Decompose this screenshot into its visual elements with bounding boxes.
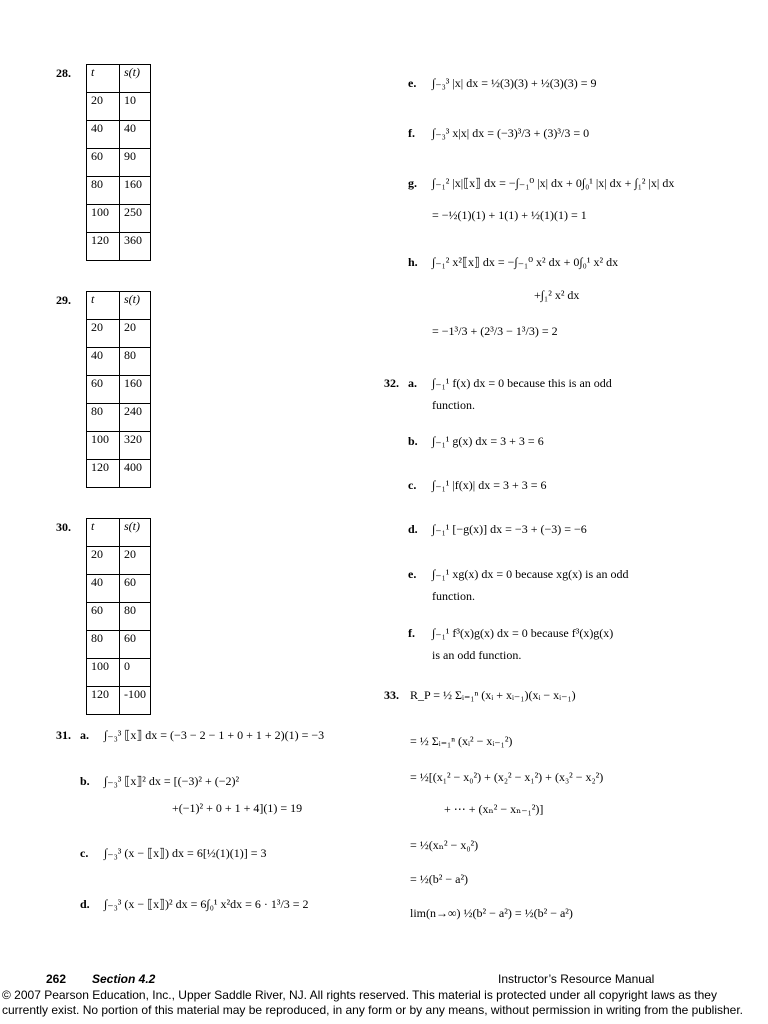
e-letter: e.: [408, 76, 417, 90]
table-row: [87, 93, 151, 121]
table-row: [87, 177, 151, 205]
table-cell: 40: [87, 348, 120, 376]
table-row: [87, 687, 151, 715]
p32b-equation: ∫₋₁¹ g(x) dx = 3 + 3 = 6: [432, 434, 544, 448]
table-row: [87, 205, 151, 233]
p31b-letter: b.: [80, 774, 90, 788]
section-title: Section 4.2: [92, 972, 156, 986]
table-cell: -100: [120, 687, 151, 715]
p32e-letter: e.: [408, 567, 417, 581]
problem-31-label: 31.: [56, 728, 71, 742]
problem-29-label: 29.: [56, 293, 71, 307]
table-cell: 60: [120, 575, 151, 603]
p31a-letter: a.: [80, 728, 89, 742]
p32a-equation: ∫₋₁¹ f(x) dx = 0 because this is an odd: [432, 376, 612, 390]
p33-line-4: + ⋯ + (xₙ² − xₙ₋₁²)]: [444, 802, 544, 816]
table-cell: 60: [87, 603, 120, 631]
table-row: [87, 603, 151, 631]
table-row: [87, 149, 151, 177]
table-cell: 360: [120, 233, 151, 261]
h-equation-line1: ∫₋₁² x²⟦x⟧ dx = −∫₋₁⁰ x² dx + 0∫₀¹ x² dx: [432, 255, 619, 269]
table-cell: 120: [87, 460, 120, 488]
table-cell: 120: [87, 687, 120, 715]
table-cell: 100: [87, 205, 120, 233]
table-cell: 160: [120, 376, 151, 404]
table-cell: 80: [120, 603, 151, 631]
p31c-equation: ∫₋₃³ (x − ⟦x⟧) dx = 6[½(1)(1)] = 3: [104, 846, 267, 860]
table-cell: 20: [87, 547, 120, 575]
table-header-row: [87, 65, 151, 93]
table-row: [87, 404, 151, 432]
p32b-letter: b.: [408, 434, 418, 448]
p32d-letter: d.: [408, 522, 418, 536]
problem-28-label: 28.: [56, 66, 71, 80]
table-row: [87, 233, 151, 261]
p33-line-2: = ½ Σᵢ₌₁ⁿ (xᵢ² − xᵢ₋₁²): [410, 734, 513, 748]
table-cell: 40: [87, 121, 120, 149]
p31d-letter: d.: [80, 897, 90, 911]
h-equation-line2: +∫₁² x² dx: [534, 288, 580, 302]
table-cell: 20: [87, 93, 120, 121]
p32a-continuation: function.: [432, 398, 475, 412]
table-28: [86, 64, 151, 261]
p33-line-6: = ½(b² − a²): [410, 872, 469, 886]
table-cell: 0: [120, 659, 151, 687]
p32f-continuation: is an odd function.: [432, 648, 522, 662]
p32c-letter: c.: [408, 478, 417, 492]
problem-33-label: 33.: [384, 688, 399, 702]
g-letter: g.: [408, 176, 417, 190]
copyright-line-1: © 2007 Pearson Education, Inc., Upper Saddle River, NJ. All rights reserved. This material is protected under all copyright laws as they: [2, 988, 717, 1002]
table-cell: 320: [120, 432, 151, 460]
p33-line-3: = ½[(x₁² − x₀²) + (x₂² − x₁²) + (x₃² − x₂²): [410, 770, 604, 784]
table-header-row: [87, 292, 151, 320]
table-row: [87, 659, 151, 687]
g-equation-line2: = −½(1)(1) + 1(1) + ½(1)(1) = 1: [432, 208, 587, 222]
table-cell: 40: [120, 121, 151, 149]
table-cell: 80: [87, 177, 120, 205]
p33-line-5: = ½(xₙ² − x₀²): [410, 838, 479, 852]
table-cell: 80: [87, 631, 120, 659]
p33-line-7: lim(n→∞) ½(b² − a²) = ½(b² − a²): [410, 906, 573, 920]
problem-30-label: 30.: [56, 520, 71, 534]
f-equation: ∫₋₃³ x|x| dx = (−3)³/3 + (3)³/3 = 0: [432, 126, 590, 140]
table-cell: 20: [120, 547, 151, 575]
copyright-line-2: currently exist. No portion of this material may be reproduced, in any form or by any means, without permission in writing from the publisher.: [2, 1003, 743, 1017]
table-cell: 100: [87, 659, 120, 687]
table-cell: 100: [87, 432, 120, 460]
table-row: [87, 121, 151, 149]
table-cell: 160: [120, 177, 151, 205]
table-cell: 400: [120, 460, 151, 488]
p32f-equation: ∫₋₁¹ f³(x)g(x) dx = 0 because f³(x)g(x): [432, 626, 614, 640]
table-cell: 240: [120, 404, 151, 432]
f-letter: f.: [408, 126, 415, 140]
p32c-equation: ∫₋₁¹ |f(x)| dx = 3 + 3 = 6: [432, 478, 547, 492]
p32e-continuation: function.: [432, 589, 475, 603]
p31c-letter: c.: [80, 846, 89, 860]
table-cell: 40: [87, 575, 120, 603]
table-header-cell: t: [87, 519, 120, 547]
table-cell: 80: [87, 404, 120, 432]
table-cell: 90: [120, 149, 151, 177]
table-header-row: [87, 519, 151, 547]
g-equation-line1: ∫₋₁² |x|⟦x⟧ dx = −∫₋₁⁰ |x| dx + 0∫₀¹ |x| dx + ∫₁² |x| dx: [432, 176, 675, 190]
p33-line-1: R_P = ½ Σᵢ₌₁ⁿ (xᵢ + xᵢ₋₁)(xᵢ − xᵢ₋₁): [410, 688, 576, 702]
table-cell: 80: [120, 348, 151, 376]
table-cell: 60: [87, 149, 120, 177]
table-header-cell: t: [87, 292, 120, 320]
table-row: [87, 320, 151, 348]
table-header-cell: t: [87, 65, 120, 93]
p32e-equation: ∫₋₁¹ xg(x) dx = 0 because xg(x) is an odd: [432, 567, 629, 581]
table-row: [87, 547, 151, 575]
table-header-cell: s(t): [120, 292, 151, 320]
table-row: [87, 348, 151, 376]
problem-32-label: 32.: [384, 376, 399, 390]
e-equation: ∫₋₃³ |x| dx = ½(3)(3) + ½(3)(3) = 9: [432, 76, 597, 90]
page-number: 262: [46, 972, 67, 986]
table-cell: 250: [120, 205, 151, 233]
p32a-letter: a.: [408, 376, 417, 390]
table-row: [87, 631, 151, 659]
table-cell: 20: [120, 320, 151, 348]
p32d-equation: ∫₋₁¹ [−g(x)] dx = −3 + (−3) = −6: [432, 522, 587, 536]
table-cell: 60: [120, 631, 151, 659]
p32f-letter: f.: [408, 626, 415, 640]
table-row: [87, 432, 151, 460]
table-row: [87, 460, 151, 488]
table-header-cell: s(t): [120, 65, 151, 93]
p31d-equation: ∫₋₃³ (x − ⟦x⟧)² dx = 6∫₀¹ x²dx = 6 · 1³/3 = 2: [104, 897, 309, 911]
p31a-equation: ∫₋₃³ ⟦x⟧ dx = (−3 − 2 − 1 + 0 + 1 + 2)(1) = −3: [104, 728, 325, 742]
table-cell: 20: [87, 320, 120, 348]
table-row: [87, 575, 151, 603]
table-cell: 120: [87, 233, 120, 261]
table-row: [87, 376, 151, 404]
table-cell: 60: [87, 376, 120, 404]
table-30: [86, 518, 151, 715]
p31b-equation-line1: ∫₋₃³ ⟦x⟧² dx = [(−3)² + (−2)²: [104, 774, 240, 788]
table-cell: 10: [120, 93, 151, 121]
manual-title: Instructor’s Resource Manual: [498, 972, 655, 986]
table-header-cell: s(t): [120, 519, 151, 547]
p31b-equation-line2: +(−1)² + 0 + 1 + 4](1) = 19: [172, 801, 303, 815]
h-equation-line3: = −1³/3 + (2³/3 − 1³/3) = 2: [432, 324, 558, 338]
table-29: [86, 291, 151, 488]
h-letter: h.: [408, 255, 418, 269]
